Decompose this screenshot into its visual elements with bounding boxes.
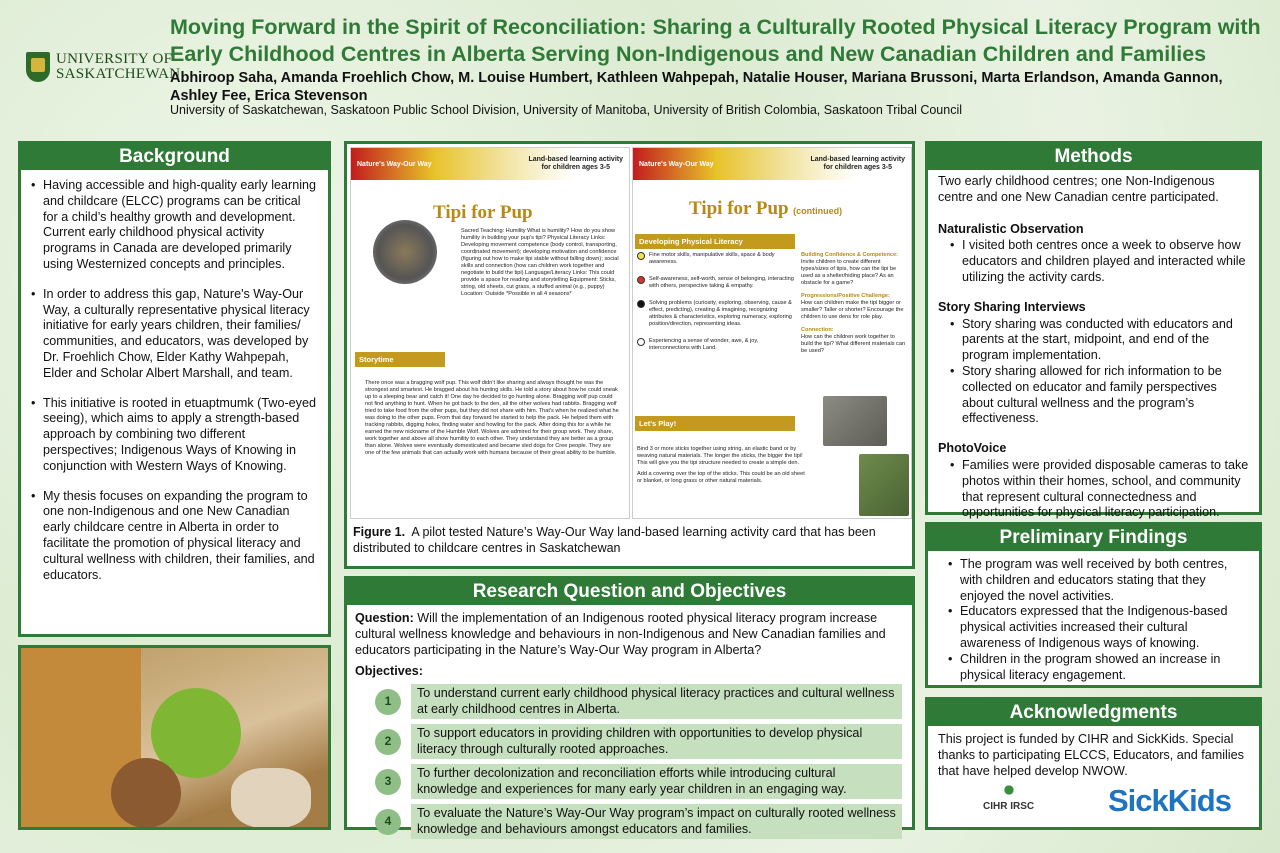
objective-text: To evaluate the Nature’s Way-Our Way program’s impact on culturally rooted wellness knowledge and behaviours amongst educators and families. — [411, 804, 902, 839]
methods-section-title: Story Sharing Interviews — [938, 299, 1086, 314]
research-question: Question: Will the implementation of an Indigenous rooted physical literacy program increase cultural wellness knowledge and behaviours in non-Indigenous and New Canadian families and educators participating in the Nature’s Way-Our Way program in Alberta? — [355, 611, 886, 657]
objective-number: 3 — [375, 769, 401, 795]
findings-item: • Children in the program showed an increase in physical literacy engagement. — [948, 652, 1249, 684]
story-text: There once was a bragging wolf pup. This wolf didn't like sharing and always thought he was the strongest and smartest. He bragged about his hunting skills. He told a story about how he could sneak up to a sleeping bear and catch it! One day he decided to go hunting alone. Bragging wolf pup could not find anything to hunt. When he got back to the den, all the other wolves had rabbits. Bragging wolf tried to take food from the other pups, but they did not share with him. That's when he realized what he was doing to the other pups. From that day forward he started to help the pack. He helped them with tracking rabbits, digging holes, finding water and howling for the pack. After doing this for a while he earned the new nickname of the Humble Wolf. Wolves are admired for their group work. They share, work together and above all show humility to each other. They understand they are better as a group than alone. Wolves were eventually domesticated and became sled dogs for Cree people. They are one of the few animals that can actually work with humans because of their great ability to be humble. — [365, 380, 619, 456]
research-heading: Research Question and Objectives — [347, 579, 912, 605]
sickkids-logo: SickKids — [1108, 783, 1231, 818]
card1-details: Sacred Teaching: Humility What is humility? How do you show humility in building your pup's tipi? Physical Literacy Links: Developing movement competence (body control, transporting, coordinated movement); developing motivation and confidence (figuring out how to make tipi stable without falling down); social skills and connection (how can children work together and negotiate to build the tipi) Language/Literacy Links: This could provide a space for reading and storytelling Equipment: Sticks, string, old sheets, cut grass, a stuffed animal (e.g., puppy) Location: Outside *Possible in all 4 seasons* — [461, 228, 619, 297]
acknowledgments-text: This project is funded by CIHR and SickKids. Special thanks to participating ELCCS, Educators, and families that have helped develop NWOW. — [938, 732, 1244, 778]
findings-item: • The program was well received by both centres, with children and educators stating that they enjoyed the novel activities. — [948, 557, 1249, 604]
methods-intro: Two early childhood centres; one Non-Indigenous centre and one New Canadian centre participated. — [938, 174, 1219, 204]
card-brand: Nature's Way-Our Way — [357, 160, 432, 168]
objective-row — [355, 724, 902, 759]
card2-sidebar: Building Confidence & Competence: Invite children to create different types/sizes of tipis, how can the tipi be used as a shelter/hiding place? As an obstacle for a game? Progressions/Positive Challenge: How can children make the tipi bigger or smaller? Taller or shorter? Encourage the children to use dens for role play. Connection: How can the children work together to build the tipi? What different materials can be used? — [801, 252, 906, 354]
objective-text: To understand current early childhood physical literacy practices and cultural wellness at early childhood centres in Alberta. — [411, 684, 902, 719]
objective-number: 4 — [375, 809, 401, 835]
tipi-photo-2 — [859, 454, 909, 516]
card2-title: Tipi for Pup — [689, 198, 789, 219]
background-item: • This initiative is rooted in etuaptmumk (Two-eyed seeing), which aims to apply a strength-based approach by combining two different perspectives; Indigenous Ways of Knowing in conjunction with Western Ways of Knowing. — [31, 396, 318, 475]
objective-row — [355, 804, 902, 839]
background-panel — [18, 141, 331, 637]
acknowledgments-heading: Acknowledgments — [928, 700, 1259, 726]
objective-text: To further decolonization and reconciliation efforts while introducing cultural knowledge and experiences for many early year children in an engaging way. — [411, 764, 902, 799]
objective-text: To support educators in providing children with opportunities to develop physical literacy through culturally rooted approaches. — [411, 724, 902, 759]
background-item: • My thesis focuses on expanding the program to one non-Indigenous and one New Canadian early childcare centre in Alberta in order to facilitate the promotion of physical literacy and cultural wellness with children, their families, and educators. — [31, 489, 318, 584]
wolf-image — [373, 220, 437, 284]
methods-item: • Story sharing was conducted with educators and parents at the start, midpoint, and end of the program implementation. — [950, 317, 1249, 364]
storytime-label: Storytime — [355, 352, 445, 367]
figure-caption: Figure 1. A pilot tested Nature’s Way-Our Way land-based learning activity card that has been distributed to childcare centres in Saskatchewan — [353, 525, 876, 555]
poster-authors: Abhiroop Saha, Amanda Froehlich Chow, M. Louise Humbert, Kathleen Wahpepah, Natalie Houser, Mariana Brussoni, Marta Erlandson, Amanda Gannon, Ashley Fee, Erica Stevenson — [170, 70, 1223, 104]
objectives-label: Objectives: — [355, 664, 423, 679]
findings-heading: Preliminary Findings — [928, 525, 1259, 551]
acknowledgments-panel — [925, 697, 1262, 830]
poster-title: Moving Forward in the Spirit of Reconciliation: Sharing a Culturally Rooted Physical Literacy Program with Early Childhood Centres in Alberta Serving Non-Indigenous and New Canadian Children and Families — [170, 15, 1261, 66]
figure-panel — [344, 141, 915, 569]
developing-label: Developing Physical Literacy — [635, 234, 795, 249]
lets-play-label: Let's Play! — [635, 416, 795, 431]
methods-item: • I visited both centres once a week to observe how educators and children played and interacted while utilizing the activity cards. — [950, 238, 1249, 285]
play-list: Bind 3 or more sticks together using string, an elastic band or by weaving natural materials. The longer the sticks, the bigger the tipi! This will give you the tipi structure needed to create a simple den. Add a covering over the top of the sticks. This could be an old sheet or blanket, or long grass or other natural materials. — [637, 446, 805, 484]
background-item: • In order to address this gap, Nature's Way-Our Way, a culturally representative physical literacy initiative for early years children, their families/ communities, and educators, was developed by Dr. Froehlich Chow, Elder Kathy Wahpepah, Elder and Scholar Albert Marshall, and team. — [31, 287, 318, 382]
objective-number: 1 — [375, 689, 401, 715]
activity-card-2: Nature's Way-Our Way Land-based learning activity for children ages 3-5 Tipi for Pup (continued) Developing Physical Literacy Fine motor skills, manipulative skills, space & body awareness. Self-awareness, self-worth, sense of belonging, interacting with others, perspective taking & empathy. Solving problems (curiosity, exploring, observing, cause & effect, predicting), creating & imagining, recognizing attributes & characteristics, exploring numeracy, exploring position/direction, representing ideas. Experiencing a sense of wonder, awe, & joy, interconnections with Land. Building Confidence & Competence: Invite children to create different types/sizes of tipis, how can the tipi be used as a shelter/hiding place? As an obstacle for a game? Progressions/Positive Challenge: How can children make the tipi bigger or smaller? Taller or shorter? Encourage the children to use dens for role play. Connection: How can the children work together to build the tipi? What different materials can be used? Let's Play! Bind 3 or more sticks together using string, an elastic band or by weaving natural materials. The longer the sticks, the bigger the tipi! This will give you the tipi structure needed to create a simple den. Add a covering over the top of the sticks. This could be an old sheet or blanket, or long grass or other natural materials. — [632, 147, 912, 519]
methods-panel — [925, 141, 1262, 520]
methods-item: • Families were provided disposable cameras to take photos within their homes, school, and community that represent cultural connectedness and opportunities for physical literacy participation. — [950, 458, 1249, 521]
findings-panel — [925, 522, 1262, 688]
university-logo — [26, 50, 181, 84]
card1-title: Tipi for Pup — [433, 202, 533, 223]
objective-row — [355, 684, 902, 719]
black-dot-icon — [637, 300, 645, 308]
red-dot-icon — [637, 276, 645, 284]
white-dot-icon — [637, 338, 645, 346]
logo-text — [56, 52, 180, 82]
methods-section-title: Naturalistic Observation — [938, 221, 1084, 236]
children-toys-photo — [18, 645, 331, 830]
poster-affiliations: University of Saskatchewan, Saskatoon Public School Division, University of Manitoba, University of British Colombia, Saskatoon Tribal Council — [170, 103, 963, 117]
activity-card-1: Nature's Way-Our Way Land-based learning activity for children ages 3-5 Tipi for Pup Sacred Teaching: Humility What is humility? How do you show humility in building your pup's tipi? Physical Literacy Links: Developing movement competence (body control, transporting, coordinated movement); developing motivation and confidence (figuring out how to make tipi stable without falling down); social skills and connection (how can children work together and negotiate to build the tipi) Language/Literacy Links: This could provide a space for reading and storytelling Equipment: Sticks, string, old sheets, cut grass, a stuffed animal (e.g., puppy) Location: Outside *Possible in all 4 seasons* Storytime There once was a bragging wolf pup. This wolf didn't like sharing and always thought he was the strongest and smartest. He bragged about his hunting skills. He told a story about how he could sneak up to a sleeping bear and catch it! One day he decided to go hunting alone. Bragging wolf pup could not find anything to hunt. When he got back to the den, all the other wolves had rabbits. Bragging wolf tried to take food from the other pups, but they did not share with him. That's when he realized what he was doing to the other pups. From that day forward he started to help the pack. He helped them with tracking rabbits, digging holes, finding water and howling for the pack. After doing this for a while he earned the new nickname of the Humble Wolf. Wolves are admired for their group work. They share, work together and above all show humility to each other. They understand they are better as a group than alone. Wolves were eventually domesticated and became sled dogs for Cree people. They are one of the few animals that can actually work with humans because of their great ability to be humble. — [350, 147, 630, 519]
tipi-photo-1 — [823, 396, 887, 446]
research-panel — [344, 576, 915, 836]
logo-line-1: UNIVERSITY OF — [56, 51, 173, 67]
methods-heading: Methods — [928, 144, 1259, 170]
university-crest-icon — [26, 52, 50, 82]
methods-section-title: PhotoVoice — [938, 441, 1007, 456]
yellow-dot-icon — [637, 252, 645, 260]
background-list — [31, 178, 318, 583]
objective-row — [355, 764, 902, 799]
cihr-leaf-icon — [997, 781, 1021, 799]
logo-line-2: SASKATCHEWAN — [56, 66, 181, 82]
poster-header — [0, 0, 1280, 128]
cihr-logo: CIHR IRSC — [983, 781, 1034, 812]
sponsor-logos — [928, 779, 1259, 823]
card-brand: Nature's Way-Our Way — [639, 160, 714, 168]
findings-item: • Educators expressed that the Indigenous-based physical activities increased their cultural awareness of Indigenous ways of knowing. — [948, 604, 1249, 651]
background-heading: Background — [21, 144, 328, 170]
dev-list: Fine motor skills, manipulative skills, space & body awareness. Self-awareness, self-worth, sense of belonging, interacting with others, perspective taking & empathy. Solving problems (curiosity, exploring, observing, cause & effect, predicting), creating & imagining, recognizing attributes & characteristics, exploring numeracy, exploring position/direction, representing ideas. Experiencing a sense of wonder, awe, & joy, interconnections with Land. — [637, 252, 797, 352]
objective-number: 2 — [375, 729, 401, 755]
background-item: • Having accessible and high-quality early learning and childcare (ELCC) programs can be critical for a child’s healthy growth and development. Current early childhood physical activity programs in Canada are developed primarily using Westernized concepts and principles. — [31, 178, 318, 273]
methods-item: • Story sharing allowed for rich information to be collected on educator and family perspectives about cultural wellness and the program’s effectiveness. — [950, 364, 1249, 427]
